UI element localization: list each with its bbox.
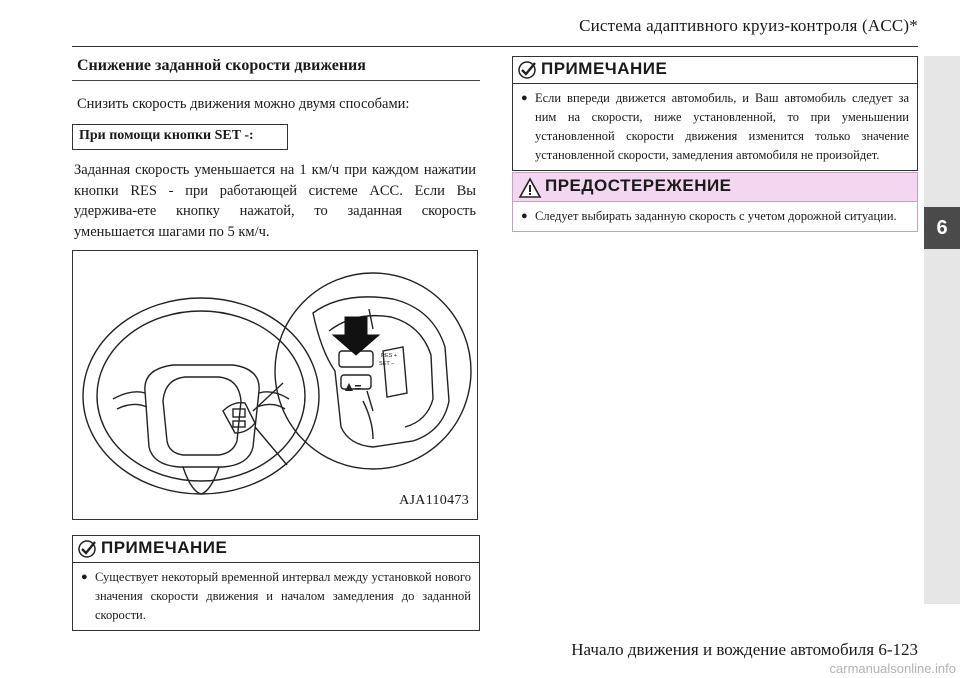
warning-triangle-icon xyxy=(518,177,542,199)
switch-label-set: SET – xyxy=(379,361,395,367)
note-text: Существует некоторый временной интервал между установкой нового значения скорости движения и началом замедления до заданной скорости. xyxy=(95,570,471,622)
page-header-title: Система адаптивного круиз-контроля (ACC)* xyxy=(579,16,918,35)
page-footer: Начало движения и вождение автомобиля 6-123 xyxy=(571,640,918,659)
bullet-icon: ● xyxy=(521,210,528,222)
note-box-vehicle-ahead xyxy=(512,56,918,171)
bullet-icon: ● xyxy=(81,571,88,583)
note-header xyxy=(73,536,479,563)
warning-header xyxy=(513,173,917,202)
note-box-delay xyxy=(72,535,480,631)
header-divider xyxy=(72,46,918,47)
warning-text: Следует выбирать заданную скорость с учетом дорожной ситуации. xyxy=(535,209,897,223)
chapter-number-tab[interactable]: 6 xyxy=(924,207,960,249)
method-label-box: При помощи кнопки SET -: xyxy=(72,124,288,150)
section-intro: Снизить скорость движения можно двумя способами: xyxy=(77,96,410,112)
distance-icon xyxy=(345,383,361,391)
note-heading: ПРИМЕЧАНИЕ xyxy=(541,59,668,78)
note-heading: ПРИМЕЧАНИЕ xyxy=(101,538,228,557)
checkmark-note-icon xyxy=(78,540,98,558)
chapter-side-tab xyxy=(924,56,960,604)
section-title: Снижение заданной скорости движения xyxy=(77,57,366,74)
steering-wheel-figure xyxy=(72,250,478,520)
section-divider xyxy=(72,80,480,81)
steering-wheel-illustration xyxy=(73,251,479,521)
note-text: Если впереди движется автомобиль, и Ваш автомобиль следует за ним на скорости, ниже установленной, то при уменьшении установленной скорости движения изменится только значение установленной скорости, замедления автомобиля не произойдет. xyxy=(535,91,909,162)
watermark: carmanualsonline.info xyxy=(829,661,956,676)
steering-wheel-hub xyxy=(145,365,259,467)
bullet-icon: ● xyxy=(521,92,528,104)
checkmark-note-icon xyxy=(518,61,538,79)
section-paragraph: Заданная скорость уменьшается на 1 км/ч при каждом нажатии кнопки RES - при работающей системе ACC. Если Вы удержива-ете кнопку нажатой, то заданная скорость уменьшается шагами по 5 км/ч. xyxy=(74,162,476,240)
zoom-callout-circle xyxy=(275,273,471,469)
warning-heading: ПРЕДОСТЕРЕЖЕНИЕ xyxy=(545,176,732,195)
switch-label-res: RES + xyxy=(381,353,398,359)
note-header xyxy=(513,57,917,84)
warning-box xyxy=(512,172,918,232)
figure-code: AJA110473 xyxy=(399,493,469,508)
